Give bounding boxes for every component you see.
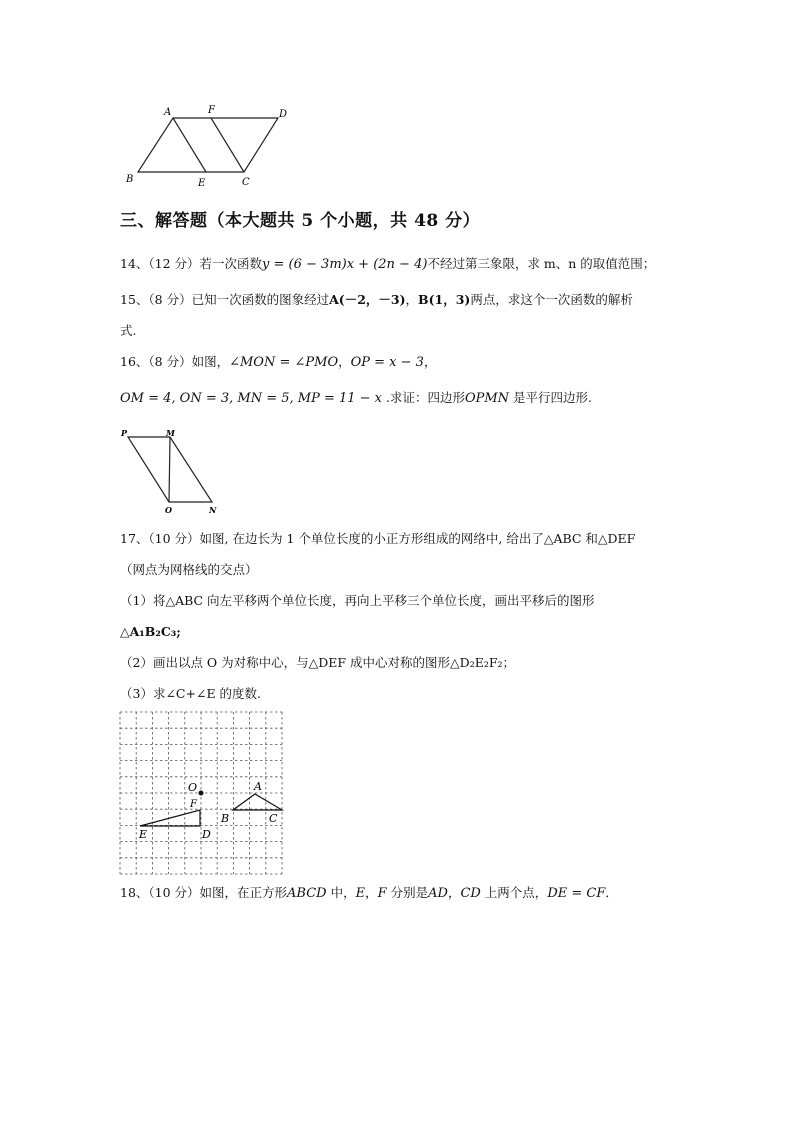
label-e: E — [139, 828, 148, 841]
q18-mid1: 中， — [326, 885, 356, 900]
q18-mid2: 分别是 — [386, 885, 429, 900]
label-a: A — [164, 107, 172, 118]
figure-parallelogram-opmn — [118, 426, 228, 516]
q18-cd: CD — [460, 886, 481, 901]
label-e: E — [198, 178, 206, 189]
q16-angle-formula: ∠MON = ∠PMO — [229, 355, 339, 370]
section-heading: 三、解答题（本大题共 5 个小题，共 48 分） — [120, 211, 481, 231]
q18-square: ABCD — [287, 886, 327, 901]
q18-comma2: ， — [447, 885, 461, 900]
q18-eq: DE = CF — [547, 886, 606, 901]
question-17-part1-line2: △A₁B₂C₃; — [120, 624, 181, 639]
question-18 — [120, 884, 618, 903]
figure-grid-triangles — [119, 711, 284, 875]
q15-point-a: A(－2，－3) — [329, 292, 406, 307]
q15-sep: ， — [405, 292, 419, 307]
question-15-line2: 式. — [120, 323, 137, 338]
label-b: B — [221, 812, 230, 825]
question-17-line2: （网点为网格线的交点） — [120, 562, 258, 577]
q16-prefix: 16、（8 分）如图， — [120, 354, 230, 369]
q16-line2-suffix: 是平行四边形. — [509, 390, 593, 405]
figure-parallelogram-abcd — [120, 100, 300, 192]
center-point-o — [199, 791, 204, 796]
label-a: A — [254, 780, 262, 793]
q18-end: ． — [605, 885, 618, 900]
label-c: C — [242, 177, 250, 188]
q18-f: F — [377, 886, 387, 901]
q16-op-formula: OP = x − 3 — [350, 355, 424, 370]
q15-suffix: 两点，求这个一次函数的解析 — [470, 292, 633, 307]
question-17-part2: （2）画出以点 O 为对称中心，与△DEF 成中心对称的图形△D₂E₂F₂； — [120, 655, 516, 670]
label-n: N — [209, 505, 217, 515]
question-14 — [120, 255, 655, 274]
label-o: O — [165, 505, 172, 515]
q15-prefix: 15、（8 分）已知一次函数的图象经过 — [120, 292, 330, 307]
q18-mid3: 上两个点， — [480, 885, 548, 900]
q18-ad: AD — [428, 886, 448, 901]
q14-suffix: 不经过第三象限，求 m、n 的取值范围； — [427, 256, 656, 271]
q18-comma: ， — [365, 885, 378, 900]
label-f: F — [190, 799, 197, 810]
q18-e: E — [355, 886, 366, 901]
q16-line2-mid: .求证：四边形 — [382, 390, 465, 405]
q16-quad: OPMN — [464, 391, 510, 406]
question-17-part3: （3）求∠C+∠E 的度数. — [120, 686, 262, 701]
label-d: D — [202, 828, 211, 841]
question-17-line1: 17、（10 分）如图, 在边长为 1 个单位长度的小正方形组成的网络中, 给出了△ABC 和△DEF — [120, 531, 636, 546]
q15-point-b: B(1，3) — [418, 292, 471, 307]
label-o: O — [188, 781, 198, 794]
q16-comma: ， — [338, 354, 351, 369]
q14-prefix: 14、（12 分）若一次函数 — [120, 256, 263, 271]
q18-prefix: 18、（10 分）如图，在正方形 — [120, 885, 288, 900]
label-c: C — [269, 812, 278, 825]
q16-comma2: ， — [423, 354, 437, 369]
q14-formula: y = (6 − 3m)x + (2n − 4) — [262, 257, 428, 272]
label-b: B — [126, 174, 134, 185]
question-16-line2 — [120, 389, 592, 408]
label-m: M — [166, 428, 175, 438]
label-d: D — [279, 109, 288, 120]
label-p: P — [121, 428, 128, 438]
question-15-line1 — [120, 291, 633, 309]
q16-line2-formula: OM = 4, ON = 3, MN = 5, MP = 11 − x — [120, 391, 383, 406]
question-16-line1 — [120, 353, 436, 372]
question-17-part1-line1: （1）将△ABC 向左平移两个单位长度，再向上平移三个单位长度，画出平移后的图形 — [120, 593, 595, 608]
label-f: F — [208, 105, 215, 116]
